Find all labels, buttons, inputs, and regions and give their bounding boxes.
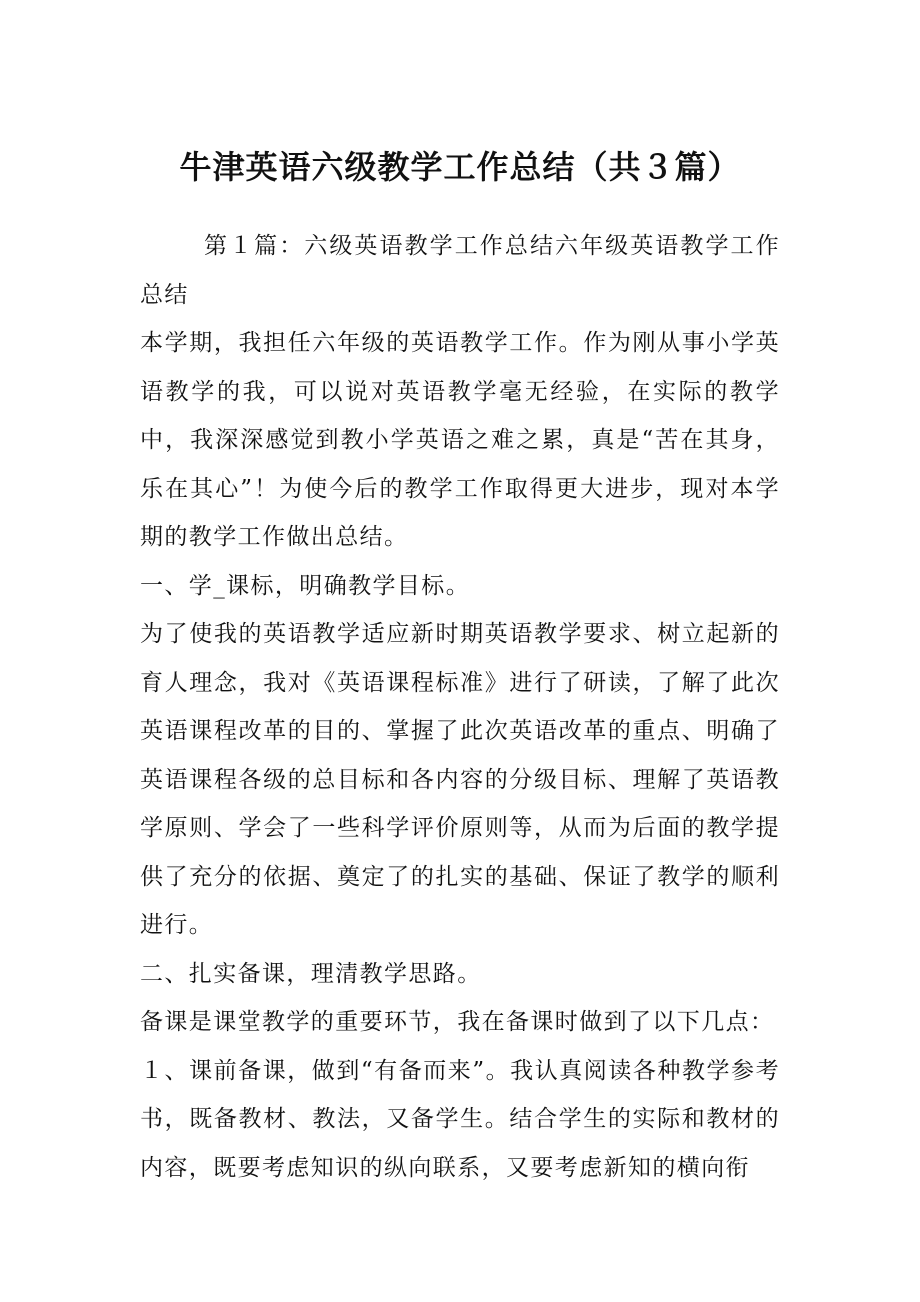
document-title: 牛津英语六级教学工作总结（共３篇） xyxy=(179,148,741,186)
paragraph-section-heading: 第１篇：六级英语教学工作总结六年级英语教学工作总结 xyxy=(140,233,780,308)
paragraph-intro: 本学期，我担任六年级的英语教学工作。作为刚从事小学英语教学的我，可以说对英语教学毫无经验，在实际的教学中，我深深感觉到教小学英语之难之累，真是“苦在其身，乐在其心”！为使今后的教学工作取得更大进步，现对本学期的教学工作做出总结。 xyxy=(140,330,780,550)
paragraph-lesson-prep: 备课是课堂教学的重要环节，我在备课时做到了以下几点： xyxy=(140,1009,775,1035)
paragraph-curriculum: 为了使我的英语教学适应新时期英语教学要求、树立起新的育人理念，我对《英语课程标准》进行了研读，了解了此次英语课程改革的目的、掌握了此次英语改革的重点、明确了英语课程各级的总目标和各内容的分级目标、理解了英语教学原则、学会了一些科学评价原则等，从而为后面的教学提供了充分的依据、奠定了的扎实的基础、保证了教学的顺利进行。 xyxy=(140,621,780,938)
paragraph-item-1: １、课前备课，做到“有备而来”。我认真阅读各种教学参考书，既备教材、教法，又备学生。结合学生的实际和教材的内容，既要考虑知识的纵向联系，又要考虑新知的横向衔 xyxy=(140,1057,780,1181)
paragraph-heading-2: 二、扎实备课，理清教学思路。 xyxy=(140,960,482,987)
document-body xyxy=(140,222,780,1192)
paragraph-heading-1: 一、学_课标，明确教学目标。 xyxy=(140,572,471,599)
